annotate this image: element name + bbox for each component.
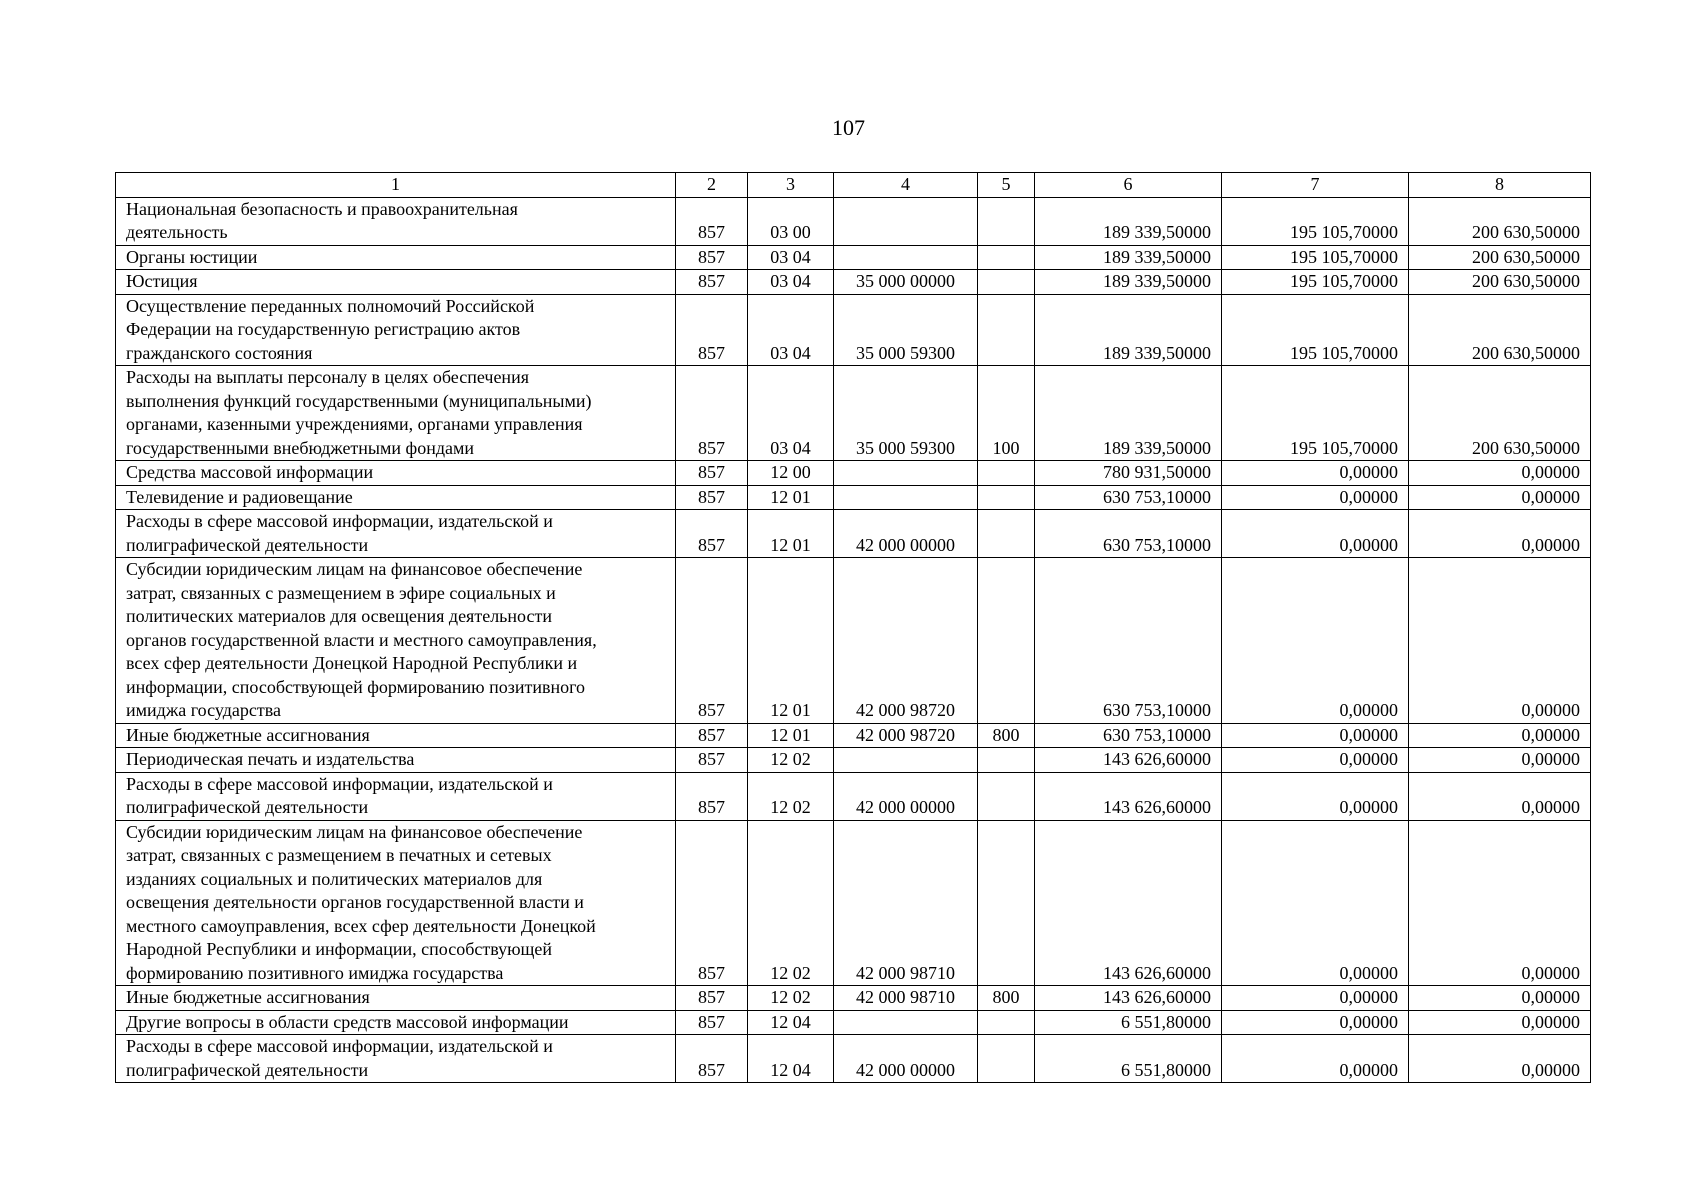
section-code-cell: 12 01 bbox=[748, 510, 834, 558]
header-cell: 4 bbox=[834, 173, 978, 198]
expense-type-cell bbox=[978, 485, 1035, 510]
amount-col6-cell: 6 551,80000 bbox=[1035, 1010, 1222, 1035]
amount-col6-cell: 630 753,10000 bbox=[1035, 485, 1222, 510]
amount-col7-cell: 0,00000 bbox=[1222, 461, 1409, 486]
amount-col8-cell: 0,00000 bbox=[1409, 510, 1591, 558]
target-article-cell bbox=[834, 197, 978, 245]
amount-col6-cell: 780 931,50000 bbox=[1035, 461, 1222, 486]
row-name-cell: Другие вопросы в области средств массовой информации bbox=[116, 1010, 676, 1035]
expense-type-cell bbox=[978, 1035, 1035, 1083]
target-article-cell: 35 000 59300 bbox=[834, 366, 978, 461]
expense-type-cell bbox=[978, 270, 1035, 295]
header-cell: 3 bbox=[748, 173, 834, 198]
ministry-code-cell: 857 bbox=[676, 294, 748, 366]
amount-col8-cell: 0,00000 bbox=[1409, 748, 1591, 773]
amount-col8-cell: 200 630,50000 bbox=[1409, 294, 1591, 366]
table-row bbox=[116, 748, 1591, 773]
amount-col6-cell: 6 551,80000 bbox=[1035, 1035, 1222, 1083]
table-row bbox=[116, 461, 1591, 486]
target-article-cell bbox=[834, 461, 978, 486]
table-row bbox=[116, 245, 1591, 270]
target-article-cell: 42 000 98710 bbox=[834, 986, 978, 1011]
ministry-code-cell: 857 bbox=[676, 270, 748, 295]
expense-type-cell bbox=[978, 748, 1035, 773]
expense-type-cell bbox=[978, 461, 1035, 486]
header-cell: 7 bbox=[1222, 173, 1409, 198]
amount-col8-cell: 0,00000 bbox=[1409, 461, 1591, 486]
section-code-cell: 03 04 bbox=[748, 294, 834, 366]
expense-type-cell bbox=[978, 820, 1035, 986]
amount-col7-cell: 0,00000 bbox=[1222, 1035, 1409, 1083]
amount-col6-cell: 143 626,60000 bbox=[1035, 986, 1222, 1011]
ministry-code-cell: 857 bbox=[676, 461, 748, 486]
amount-col7-cell: 195 105,70000 bbox=[1222, 197, 1409, 245]
table-row bbox=[116, 294, 1591, 366]
header-cell: 6 bbox=[1035, 173, 1222, 198]
expense-type-cell bbox=[978, 245, 1035, 270]
page-number: 107 bbox=[832, 115, 865, 140]
ministry-code-cell: 857 bbox=[676, 772, 748, 820]
section-code-cell: 12 04 bbox=[748, 1010, 834, 1035]
amount-col7-cell: 0,00000 bbox=[1222, 485, 1409, 510]
ministry-code-cell: 857 bbox=[676, 485, 748, 510]
amount-col6-cell: 189 339,50000 bbox=[1035, 270, 1222, 295]
amount-col7-cell: 0,00000 bbox=[1222, 1010, 1409, 1035]
target-article-cell: 42 000 98710 bbox=[834, 820, 978, 986]
table-row bbox=[116, 270, 1591, 295]
amount-col6-cell: 189 339,50000 bbox=[1035, 245, 1222, 270]
amount-col8-cell: 0,00000 bbox=[1409, 485, 1591, 510]
amount-col7-cell: 195 105,70000 bbox=[1222, 294, 1409, 366]
row-name-cell: Расходы в сфере массовой информации, издательской и полиграфической деятельности bbox=[116, 1035, 676, 1083]
expense-type-cell bbox=[978, 772, 1035, 820]
ministry-code-cell: 857 bbox=[676, 723, 748, 748]
section-code-cell: 03 04 bbox=[748, 270, 834, 295]
amount-col6-cell: 630 753,10000 bbox=[1035, 510, 1222, 558]
budget-table bbox=[115, 172, 1591, 1083]
amount-col6-cell: 143 626,60000 bbox=[1035, 772, 1222, 820]
amount-col7-cell: 0,00000 bbox=[1222, 772, 1409, 820]
section-code-cell: 03 04 bbox=[748, 366, 834, 461]
amount-col6-cell: 630 753,10000 bbox=[1035, 558, 1222, 724]
ministry-code-cell: 857 bbox=[676, 748, 748, 773]
table-row bbox=[116, 558, 1591, 724]
amount-col8-cell: 0,00000 bbox=[1409, 558, 1591, 724]
table-row bbox=[116, 820, 1591, 986]
target-article-cell bbox=[834, 485, 978, 510]
section-code-cell: 12 02 bbox=[748, 986, 834, 1011]
table-header-row bbox=[116, 173, 1591, 198]
expense-type-cell: 800 bbox=[978, 986, 1035, 1011]
amount-col7-cell: 0,00000 bbox=[1222, 986, 1409, 1011]
target-article-cell: 35 000 59300 bbox=[834, 294, 978, 366]
ministry-code-cell: 857 bbox=[676, 510, 748, 558]
table-row bbox=[116, 366, 1591, 461]
table-row bbox=[116, 485, 1591, 510]
amount-col7-cell: 195 105,70000 bbox=[1222, 245, 1409, 270]
section-code-cell: 12 04 bbox=[748, 1035, 834, 1083]
header-cell: 5 bbox=[978, 173, 1035, 198]
table-row bbox=[116, 986, 1591, 1011]
section-code-cell: 12 00 bbox=[748, 461, 834, 486]
header-cell: 2 bbox=[676, 173, 748, 198]
row-name-cell: Расходы в сфере массовой информации, издательской и полиграфической деятельности bbox=[116, 510, 676, 558]
expense-type-cell bbox=[978, 294, 1035, 366]
amount-col7-cell: 0,00000 bbox=[1222, 820, 1409, 986]
section-code-cell: 03 00 bbox=[748, 197, 834, 245]
expense-type-cell: 100 bbox=[978, 366, 1035, 461]
section-code-cell: 12 01 bbox=[748, 485, 834, 510]
expense-type-cell bbox=[978, 558, 1035, 724]
amount-col7-cell: 0,00000 bbox=[1222, 748, 1409, 773]
section-code-cell: 12 01 bbox=[748, 558, 834, 724]
amount-col8-cell: 200 630,50000 bbox=[1409, 197, 1591, 245]
amount-col7-cell: 0,00000 bbox=[1222, 558, 1409, 724]
row-name-cell: Расходы в сфере массовой информации, издательской и полиграфической деятельности bbox=[116, 772, 676, 820]
amount-col8-cell: 0,00000 bbox=[1409, 723, 1591, 748]
table-body bbox=[116, 197, 1591, 1083]
table-row bbox=[116, 1035, 1591, 1083]
section-code-cell: 12 01 bbox=[748, 723, 834, 748]
expense-type-cell bbox=[978, 510, 1035, 558]
header-cell: 1 bbox=[116, 173, 676, 198]
row-name-cell: Юстиция bbox=[116, 270, 676, 295]
amount-col7-cell: 0,00000 bbox=[1222, 723, 1409, 748]
expense-type-cell bbox=[978, 197, 1035, 245]
row-name-cell: Иные бюджетные ассигнования bbox=[116, 986, 676, 1011]
target-article-cell: 42 000 00000 bbox=[834, 1035, 978, 1083]
table-row bbox=[116, 723, 1591, 748]
amount-col8-cell: 0,00000 bbox=[1409, 1010, 1591, 1035]
table-row bbox=[116, 772, 1591, 820]
ministry-code-cell: 857 bbox=[676, 986, 748, 1011]
ministry-code-cell: 857 bbox=[676, 558, 748, 724]
table-row bbox=[116, 1010, 1591, 1035]
expense-type-cell bbox=[978, 1010, 1035, 1035]
target-article-cell: 42 000 00000 bbox=[834, 772, 978, 820]
target-article-cell: 42 000 00000 bbox=[834, 510, 978, 558]
target-article-cell: 42 000 98720 bbox=[834, 723, 978, 748]
target-article-cell bbox=[834, 1010, 978, 1035]
ministry-code-cell: 857 bbox=[676, 245, 748, 270]
section-code-cell: 03 04 bbox=[748, 245, 834, 270]
ministry-code-cell: 857 bbox=[676, 197, 748, 245]
row-name-cell: Расходы на выплаты персоналу в целях обеспечения выполнения функций государственными (муниципальными) органами, казенными учреждениями, органами управления государственными внебюджетными фондами bbox=[116, 366, 676, 461]
table-row bbox=[116, 510, 1591, 558]
amount-col7-cell: 195 105,70000 bbox=[1222, 270, 1409, 295]
amount-col8-cell: 0,00000 bbox=[1409, 820, 1591, 986]
expense-type-cell: 800 bbox=[978, 723, 1035, 748]
row-name-cell: Осуществление переданных полномочий Российской Федерации на государственную регистрацию актов гражданского состояния bbox=[116, 294, 676, 366]
ministry-code-cell: 857 bbox=[676, 1035, 748, 1083]
row-name-cell: Субсидии юридическим лицам на финансовое обеспечение затрат, связанных с размещением в эфире социальных и политических материалов для освещения деятельности органов государственной власти и местного самоуправления, всех сфер деятельности Донецкой Народной Республики и информации, способствующей формированию позитивного имиджа государства bbox=[116, 558, 676, 724]
section-code-cell: 12 02 bbox=[748, 748, 834, 773]
table-row bbox=[116, 197, 1591, 245]
target-article-cell: 35 000 00000 bbox=[834, 270, 978, 295]
target-article-cell: 42 000 98720 bbox=[834, 558, 978, 724]
row-name-cell: Периодическая печать и издательства bbox=[116, 748, 676, 773]
amount-col8-cell: 0,00000 bbox=[1409, 772, 1591, 820]
amount-col8-cell: 0,00000 bbox=[1409, 1035, 1591, 1083]
amount-col8-cell: 0,00000 bbox=[1409, 986, 1591, 1011]
section-code-cell: 12 02 bbox=[748, 820, 834, 986]
amount-col8-cell: 200 630,50000 bbox=[1409, 270, 1591, 295]
ministry-code-cell: 857 bbox=[676, 1010, 748, 1035]
ministry-code-cell: 857 bbox=[676, 820, 748, 986]
header-cell: 8 bbox=[1409, 173, 1591, 198]
target-article-cell bbox=[834, 748, 978, 773]
row-name-cell: Средства массовой информации bbox=[116, 461, 676, 486]
row-name-cell: Иные бюджетные ассигнования bbox=[116, 723, 676, 748]
target-article-cell bbox=[834, 245, 978, 270]
amount-col6-cell: 189 339,50000 bbox=[1035, 197, 1222, 245]
amount-col7-cell: 195 105,70000 bbox=[1222, 366, 1409, 461]
amount-col6-cell: 189 339,50000 bbox=[1035, 366, 1222, 461]
amount-col6-cell: 189 339,50000 bbox=[1035, 294, 1222, 366]
row-name-cell: Телевидение и радиовещание bbox=[116, 485, 676, 510]
row-name-cell: Органы юстиции bbox=[116, 245, 676, 270]
amount-col8-cell: 200 630,50000 bbox=[1409, 245, 1591, 270]
row-name-cell: Национальная безопасность и правоохранительная деятельность bbox=[116, 197, 676, 245]
row-name-cell: Субсидии юридическим лицам на финансовое обеспечение затрат, связанных с размещением в печатных и сетевых изданиях социальных и политических материалов для освещения деятельности органов государственной власти и местного самоуправления, всех сфер деятельности Донецкой Народной Республики и информации, способствующей формированию позитивного имиджа государства bbox=[116, 820, 676, 986]
amount-col8-cell: 200 630,50000 bbox=[1409, 366, 1591, 461]
amount-col6-cell: 143 626,60000 bbox=[1035, 820, 1222, 986]
amount-col6-cell: 630 753,10000 bbox=[1035, 723, 1222, 748]
ministry-code-cell: 857 bbox=[676, 366, 748, 461]
section-code-cell: 12 02 bbox=[748, 772, 834, 820]
amount-col7-cell: 0,00000 bbox=[1222, 510, 1409, 558]
amount-col6-cell: 143 626,60000 bbox=[1035, 748, 1222, 773]
